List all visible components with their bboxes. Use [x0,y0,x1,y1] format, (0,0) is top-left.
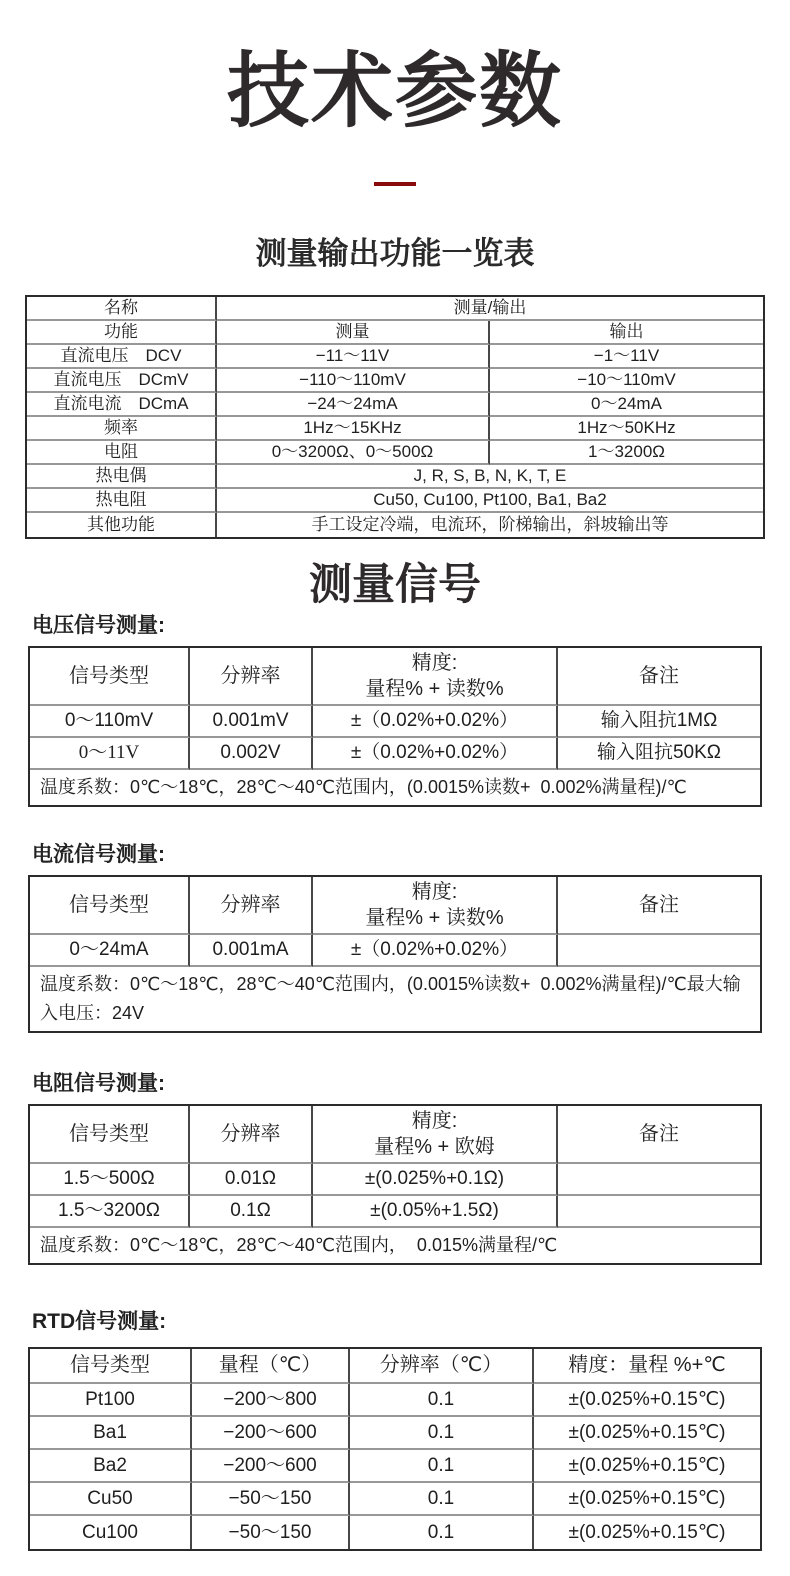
cell-dcmv-measure: −110～110mV [217,369,490,393]
row-label-rtd: 热电阻 [27,489,217,513]
table-header-row [30,1349,760,1384]
column-header-resolution: 分辨率 [190,648,313,706]
temperature-coefficient-note: 温度系数：0℃～18℃，28℃～40℃范围内， 0.015%满量程/℃ [40,1234,558,1255]
overview-table [25,295,765,539]
table-row [27,393,763,417]
column-header-range: 量程（℃） [192,1349,350,1384]
cell-signal-type: 1.5～3200Ω [30,1196,190,1228]
current-section-label: 电流信号测量: [32,842,165,866]
voltage-section-label: 电压信号测量: [32,613,165,637]
table-row [30,1164,760,1196]
cell-signal-type: Pt100 [30,1384,192,1417]
row-label-resistance: 电阻 [27,441,217,465]
cell-other-functions: 手工设定冷端，电流环，阶梯输出，斜坡输出等 [311,514,669,534]
table-row [27,489,763,513]
cell-rtd-types: Cu50, Cu100, Pt100, Ba1, Ba2 [217,489,763,513]
table-row [27,345,763,369]
cell-signal-type: Ba2 [30,1450,192,1483]
table-header-row [30,1106,760,1164]
column-header-resolution: 分辨率（℃） [350,1349,534,1384]
cell-accuracy: ±(0.025%+0.15℃) [534,1450,760,1483]
table-row [27,369,763,393]
cell-signal-type: 0～110mV [30,706,190,738]
cell-remark [558,1164,760,1196]
table-row [30,1450,760,1483]
cell-dcmv-output: −10～110mV [490,369,763,393]
table-row [30,706,760,738]
column-header-signal-type: 信号类型 [30,648,190,706]
accuracy-header-line1: 精度: [411,651,458,674]
cell-resolution: 0.1Ω [190,1196,313,1228]
accuracy-header-line2: 量程% + 欧姆 [374,1135,495,1158]
column-header-signal-type: 信号类型 [30,1349,192,1384]
cell-resolution: 0.1 [350,1483,534,1516]
column-header-resolution: 分辨率 [190,877,313,935]
column-header-remark: 备注 [558,1106,760,1164]
table-row [30,738,760,770]
cell-measure-output: 测量/输出 [217,297,763,321]
cell-remark: 输入阻抗50KΩ [558,738,760,770]
column-header-resolution: 分辨率 [190,1106,313,1164]
column-header-accuracy [313,1106,558,1164]
temperature-coefficient-note: 温度系数：0℃～18℃，28℃～40℃范围内，(0.0015%读数+ 0.002%满量程)/℃ [40,973,687,994]
table-header-row [30,648,760,706]
cell-signal-type: 0～11V [30,738,190,770]
cell-remark [558,1196,760,1228]
table-row [30,935,760,967]
cell-resolution: 0.001mA [190,935,313,967]
cell-resolution: 0.1 [350,1384,534,1417]
table-row [27,297,763,321]
cell-signal-type: Cu50 [30,1483,192,1516]
table-row [30,1196,760,1228]
table-row [27,321,763,345]
table-note-row [30,1228,760,1263]
table-header-row [30,877,760,935]
table-note-row [30,770,760,805]
table-row [30,1417,760,1450]
cell-resolution: 0.01Ω [190,1164,313,1196]
current-table [28,875,762,1033]
accuracy-header-line2: 量程% + 读数% [365,677,504,700]
current-notes [30,967,760,1031]
signals-section-title: 测量信号 [309,560,481,609]
cell-signal-type: Cu100 [30,1516,192,1549]
column-header-remark: 备注 [558,877,760,935]
cell-remark: 输入阻抗1MΩ [558,706,760,738]
cell-accuracy: ±(0.025%+0.15℃) [534,1483,760,1516]
table-row [30,1483,760,1516]
cell-accuracy: ±（0.02%+0.02%） [313,706,558,738]
cell-accuracy: ±（0.02%+0.02%） [313,738,558,770]
cell-accuracy: ±(0.025%+0.15℃) [534,1417,760,1450]
cell-resolution: 0.002V [190,738,313,770]
resistance-table [28,1104,762,1265]
cell-accuracy: ±(0.025%+0.15℃) [568,1521,726,1543]
cell-resolution: 0.1 [350,1516,534,1549]
table-row [30,1516,760,1549]
cell-frequency-output: 1Hz～50KHz [490,417,763,441]
row-label-frequency: 频率 [27,417,217,441]
column-header-remark: 备注 [558,648,760,706]
column-header-accuracy [313,648,558,706]
column-header-signal-type: 信号类型 [30,877,190,935]
table-row [27,417,763,441]
cell-resistance-measure: 0～3200Ω、0～500Ω [217,441,490,465]
column-header-signal-type: 信号类型 [30,1106,190,1164]
cell-resolution: 0.001mV [190,706,313,738]
accuracy-header-line1: 精度: [411,880,458,903]
cell-resolution: 0.1 [350,1417,534,1450]
cell-remark [558,935,760,967]
row-label-name: 名称 [27,297,217,321]
table-row [30,1384,760,1417]
cell-thermocouple-types: J, R, S, B, N, K, T, E [217,465,763,489]
overview-table-title: 测量输出功能一览表 [255,235,535,271]
table-row [27,441,763,465]
title-divider-line [374,182,416,186]
cell-dcma-output: 0～24mA [490,393,763,417]
row-label-function: 功能 [27,321,217,345]
row-label-dcma: 直流电流 DCmA [27,393,217,417]
row-label-thermocouple: 热电偶 [27,465,217,489]
cell-accuracy: ±（0.02%+0.02%） [313,935,558,967]
cell-range: −200～600 [192,1417,350,1450]
table-row [27,465,763,489]
rtd-table [28,1347,762,1551]
row-label-dcmv: 直流电压 DCmV [27,369,217,393]
cell-resistance-output: 1～3200Ω [490,441,763,465]
cell-output-header: 输出 [490,321,763,345]
column-header-accuracy: 精度：量程 %+℃ [534,1349,760,1384]
cell-signal-type: 1.5～500Ω [30,1164,190,1196]
max-input-voltage-note: 最大输入电压：24V [40,973,741,1023]
cell-signal-type: Ba1 [30,1417,192,1450]
cell-measure-header: 测量 [217,321,490,345]
cell-accuracy: ±(0.05%+1.5Ω) [313,1196,558,1228]
cell-range: −200～800 [192,1384,350,1417]
cell-range: −200～600 [192,1450,350,1483]
cell-resolution: 0.1 [350,1450,534,1483]
row-label-dcv: 直流电压 DCV [27,345,217,369]
table-row [27,513,763,537]
cell-dcma-measure: −24～24mA [217,393,490,417]
cell-range: −50～150 [192,1516,350,1549]
resistance-section-label: 电阻信号测量: [32,1071,165,1095]
temperature-coefficient-note: 温度系数：0℃～18℃，28℃～40℃范围内，(0.0015%读数+ 0.002%满量程)/℃ [40,776,687,797]
accuracy-header-line1: 精度: [411,1109,458,1132]
page-title: 技术参数 [226,46,563,137]
row-label-other: 其他功能 [27,513,217,537]
cell-dcv-output: −1～11V [490,345,763,369]
voltage-table [28,646,762,807]
cell-accuracy: ±(0.025%+0.1Ω) [313,1164,558,1196]
table-note-row [30,967,760,1031]
column-header-accuracy [313,877,558,935]
cell-dcv-measure: −11～11V [217,345,490,369]
cell-frequency-measure: 1Hz～15KHz [217,417,490,441]
cell-range: −50～150 [192,1483,350,1516]
accuracy-header-line2: 量程% + 读数% [365,906,504,929]
cell-accuracy: ±(0.025%+0.15℃) [534,1384,760,1417]
cell-signal-type: 0～24mA [30,935,190,967]
rtd-section-label: RTD信号测量: [32,1309,167,1333]
